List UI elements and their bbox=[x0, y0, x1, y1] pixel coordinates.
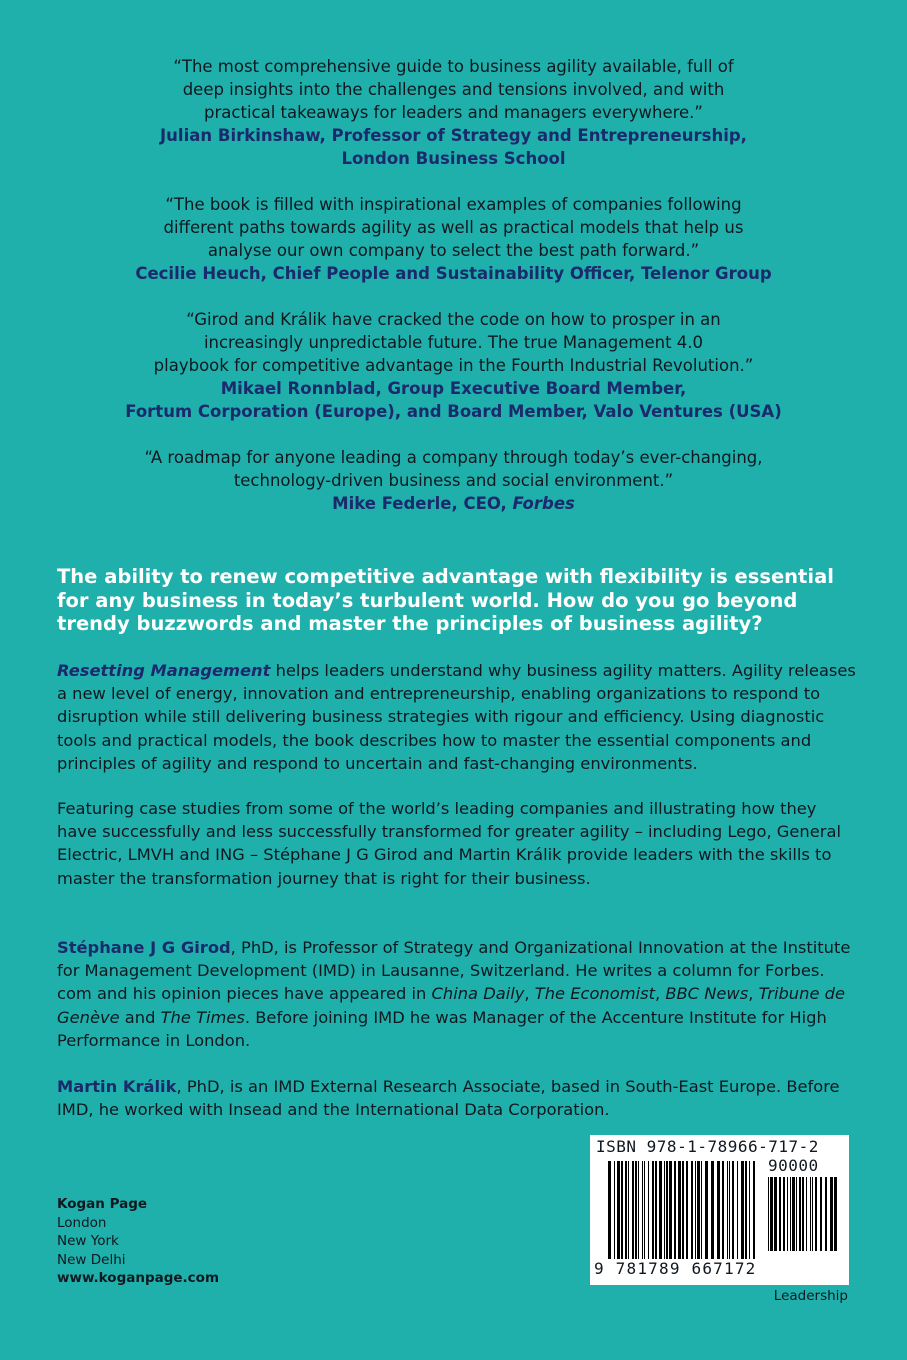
barcode-bar bbox=[655, 1161, 657, 1259]
barcode-bar bbox=[792, 1177, 795, 1251]
quote-attribution: London Business School bbox=[341, 149, 566, 168]
barcode-bar bbox=[774, 1177, 777, 1251]
bio-text: . Before joining IMD he was Manager of the Accenture Institute for High Performance in London. bbox=[57, 1007, 827, 1050]
barcode-bar bbox=[796, 1177, 797, 1251]
quote-attribution: Julian Birkinshaw, Professor of Strategy and Entrepreneurship, bbox=[160, 126, 747, 145]
publisher-block bbox=[57, 1195, 219, 1288]
barcode-bar bbox=[664, 1161, 665, 1259]
quote-attribution: Cecilie Heuch, Chief People and Sustainability Officer, Telenor Group bbox=[135, 264, 772, 283]
barcode-bar bbox=[834, 1177, 837, 1251]
author-name: Stéphane J G Girod bbox=[57, 938, 231, 957]
separator: and bbox=[119, 1007, 161, 1027]
barcode-bar bbox=[779, 1177, 781, 1251]
barcode-bar bbox=[815, 1177, 817, 1251]
bio-text: , PhD, is an IMD External Research Associate, based in South-East Europe. Before IMD, he worked with Insead and the International Data Corporation. bbox=[57, 1077, 840, 1120]
publication: The Economist bbox=[534, 984, 655, 1004]
quote-line: “Girod and Králik have cracked the code on how to prosper in an bbox=[186, 310, 721, 329]
price-code: 90000 bbox=[768, 1156, 819, 1175]
quote-line: playbook for competitive advantage in the Fourth Industrial Revolution.” bbox=[153, 356, 754, 375]
barcode-bar bbox=[644, 1161, 645, 1259]
author-name: Martin Králik bbox=[57, 1077, 177, 1096]
barcode-addon-bars bbox=[768, 1177, 840, 1261]
barcode-bar bbox=[625, 1161, 627, 1259]
endorsement-federle bbox=[0, 446, 907, 515]
quote-attribution bbox=[0, 492, 907, 515]
publication: The Times bbox=[160, 1007, 245, 1027]
separator: , bbox=[524, 984, 535, 1004]
quote-line: “The book is filled with inspirational examples of companies following bbox=[165, 195, 742, 214]
barcode-bar bbox=[632, 1161, 634, 1259]
barcode-bar bbox=[722, 1161, 724, 1259]
barcode-bar bbox=[648, 1161, 649, 1259]
category-label: Leadership bbox=[773, 1288, 848, 1304]
quote-attribution: Mikael Ronnblad, Group Executive Board Member, bbox=[220, 379, 687, 398]
author-bio-kralik bbox=[57, 1075, 857, 1121]
quote-line: analyse our own company to select the best path forward.” bbox=[207, 241, 700, 260]
barcode-bar bbox=[682, 1161, 684, 1259]
endorsements bbox=[0, 55, 907, 538]
quote-line: “The most comprehensive guide to business agility available, full of bbox=[173, 57, 734, 76]
barcode-bar bbox=[741, 1161, 744, 1259]
quote-line: technology-driven business and social environment.” bbox=[233, 471, 674, 490]
barcode-bar bbox=[799, 1177, 801, 1251]
quote-line: practical takeaways for leaders and managers everywhere.” bbox=[204, 103, 703, 122]
barcode-bar bbox=[701, 1161, 702, 1259]
barcode-bar bbox=[686, 1161, 688, 1259]
bio-text: , PhD, is Professor of Strategy and Organizational Innovation at the Institute for Management Development (IMD) in Lausanne, Switzerland. He writes a column for Forbes. com and his opinion pieces have appeared in bbox=[57, 938, 851, 1004]
isbn-text: ISBN 978-1-78966-717-2 bbox=[596, 1137, 819, 1156]
author-bio-girod bbox=[57, 936, 857, 1052]
barcode-bar bbox=[691, 1161, 693, 1259]
barcode-bar bbox=[830, 1177, 833, 1251]
barcode-bar bbox=[635, 1161, 637, 1259]
barcode-bar bbox=[642, 1161, 643, 1259]
barcode-bar bbox=[659, 1161, 662, 1259]
endorsement-heuch bbox=[0, 193, 907, 285]
barcode-bar bbox=[812, 1177, 813, 1251]
barcode-bar bbox=[669, 1161, 672, 1259]
barcode-bar bbox=[695, 1161, 696, 1259]
separator: , bbox=[748, 984, 759, 1004]
barcode-bar bbox=[617, 1161, 620, 1259]
barcode-bar bbox=[820, 1177, 822, 1251]
publisher-city: London bbox=[57, 1214, 107, 1231]
barcode-bar bbox=[749, 1161, 750, 1259]
quote-attribution: Fortum Corporation (Europe), and Board Member, Valo Ventures (USA) bbox=[125, 402, 782, 421]
separator: , bbox=[654, 984, 666, 1004]
attribution-publication: Forbes bbox=[512, 494, 575, 513]
barcode-bar bbox=[745, 1161, 747, 1259]
barcode-bar bbox=[727, 1161, 728, 1269]
barcode-bar bbox=[621, 1161, 623, 1259]
barcode-bar bbox=[705, 1161, 708, 1259]
description-paragraph-2: Featuring case studies from some of the world’s leading companies and illustrating how they have successfully and less successfully transformed for greater agility – including Lego, General Electric, LMVH and ING – Stéphane J G Girod and Martin Králik provide leaders with the skills to master the transformation journey that is right for their business. bbox=[57, 799, 841, 888]
barcode-bar bbox=[717, 1161, 720, 1259]
publication: BBC News bbox=[665, 984, 749, 1004]
attribution-text: Mike Federle, CEO, bbox=[332, 494, 513, 513]
quote-line: deep insights into the challenges and tensions involved, and with bbox=[182, 80, 725, 99]
endorsement-birkinshaw bbox=[0, 55, 907, 170]
barcode-bar bbox=[674, 1161, 676, 1259]
publication: China Daily bbox=[431, 984, 525, 1004]
barcode-bar bbox=[732, 1161, 734, 1259]
isbn-barcode bbox=[590, 1135, 849, 1285]
barcode-bar bbox=[790, 1177, 791, 1251]
barcode-digits: 9 781789 667172 bbox=[594, 1259, 757, 1278]
lead-statement: The ability to renew competitive advantage with flexibility is essential for any business in today’s turbulent world. How do you go beyond trendy buzzwords and master the principles of business agility? bbox=[57, 565, 834, 635]
publisher-name: Kogan Page bbox=[57, 1196, 148, 1212]
barcode-bar bbox=[825, 1177, 827, 1251]
barcode-bar bbox=[697, 1161, 700, 1259]
book-title: Resetting Management bbox=[57, 661, 271, 680]
barcode-bar bbox=[614, 1161, 615, 1269]
barcode-bar bbox=[806, 1177, 807, 1251]
publication: Tribune de Genève bbox=[57, 984, 845, 1027]
description-text: helps leaders understand why business agility matters. Agility releases a new level of energy, innovation and entrepreneurship, enabling organizations to respond to disruption while still delivering business strategies with rigour and efficiency. Using diagnostic tools and practical models, the book describes how to master the essential components and principles of agility and respond to uncertain and fast-changing environments. bbox=[57, 661, 856, 773]
barcode-bar bbox=[711, 1161, 714, 1259]
barcode-bar bbox=[802, 1177, 804, 1251]
publisher-city: New Delhi bbox=[57, 1251, 126, 1268]
quote-line: increasingly unpredictable future. The true Management 4.0 bbox=[203, 333, 704, 352]
barcode-bar bbox=[652, 1161, 654, 1259]
barcode-bar bbox=[608, 1161, 611, 1269]
quote-line: different paths towards agility as well as practical models that help us bbox=[163, 218, 744, 237]
description-paragraph-1 bbox=[57, 659, 857, 775]
barcode-bar bbox=[770, 1177, 773, 1251]
barcode-bar bbox=[678, 1161, 681, 1259]
publisher-city: New York bbox=[57, 1233, 119, 1249]
quote-line: “A roadmap for anyone leading a company through today’s ever-changing, bbox=[144, 448, 763, 467]
barcode-bar bbox=[666, 1161, 668, 1259]
endorsement-ronnblad bbox=[0, 308, 907, 423]
publisher-url: www.koganpage.com bbox=[57, 1270, 220, 1286]
barcode-bar bbox=[787, 1177, 788, 1251]
barcode-bar bbox=[628, 1161, 629, 1259]
barcode-bar bbox=[783, 1177, 785, 1251]
barcode-bar bbox=[768, 1177, 769, 1251]
barcode-bars bbox=[608, 1161, 758, 1269]
barcode-bar bbox=[638, 1161, 639, 1259]
barcode-bar bbox=[753, 1161, 755, 1259]
barcode-bar bbox=[729, 1161, 730, 1269]
barcode-bar bbox=[810, 1177, 811, 1251]
barcode-bar bbox=[737, 1161, 738, 1259]
